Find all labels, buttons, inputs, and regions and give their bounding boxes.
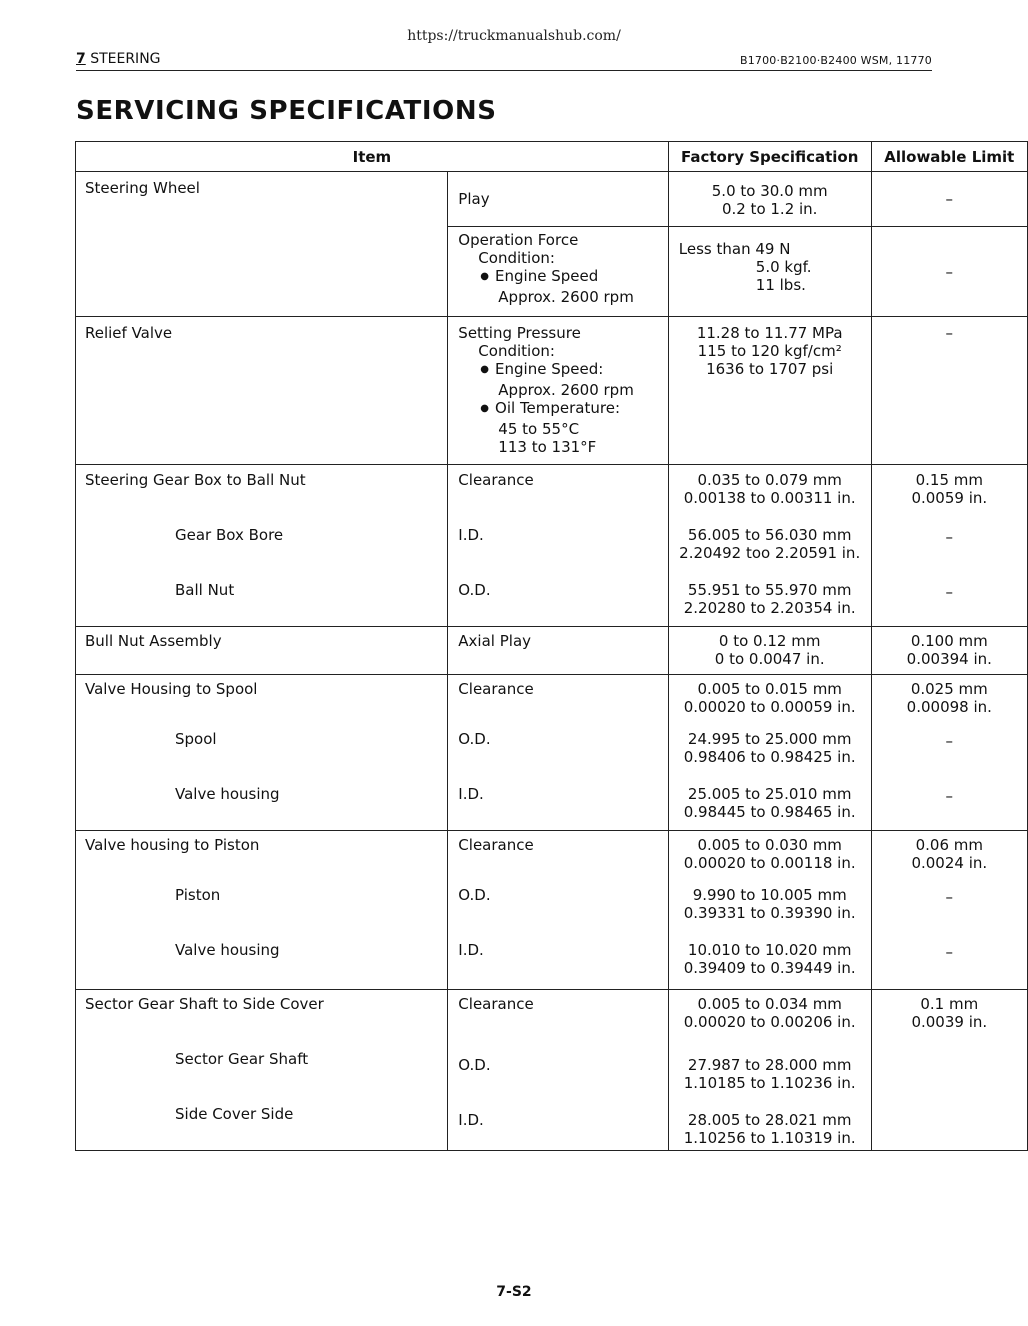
item-label: Steering Wheel <box>76 172 448 317</box>
table-row <box>76 941 1028 990</box>
param-line: 45 to 55°C <box>498 420 580 438</box>
spec-line: 0.98406 to 0.98425 in. <box>683 748 856 766</box>
spec-cell <box>668 941 871 990</box>
spec-line: 0.00020 to 0.00059 in. <box>683 698 856 716</box>
spec-cell <box>668 227 871 317</box>
param-bullet: ● Oil Temperature: <box>458 399 667 420</box>
param-bullet: ● Engine Speed <box>458 267 667 288</box>
spec-line: 0.39409 to 0.39449 in. <box>683 959 856 977</box>
spec-cell <box>668 317 871 465</box>
param-cell: O.D. <box>448 1050 668 1105</box>
param-line: Approx. 2600 rpm <box>498 288 634 306</box>
spec-cell <box>668 1050 871 1105</box>
spec-line: 0.00020 to 0.00118 in. <box>683 854 856 872</box>
param-cell: Clearance <box>448 831 668 887</box>
param-cell: O.D. <box>448 886 668 941</box>
spec-cell <box>668 465 871 527</box>
limit-cell: – <box>871 785 1027 831</box>
param-cell: I.D. <box>448 526 668 581</box>
limit-cell <box>871 1105 1027 1151</box>
table-row <box>76 627 1028 675</box>
limit-line: 0.00394 in. <box>906 650 992 668</box>
param-cell: I.D. <box>448 941 668 990</box>
header-rule <box>76 70 932 71</box>
limit-line: 0.15 mm <box>915 471 983 489</box>
spec-line: 0 to 0.0047 in. <box>714 650 825 668</box>
param-cell: O.D. <box>448 581 668 627</box>
col-header-factory: Factory Specification <box>668 142 871 172</box>
limit-cell: – <box>871 317 1027 465</box>
spec-line: 5.0 to 30.0 mm <box>711 182 828 200</box>
item-label: Bull Nut Assembly <box>76 627 448 675</box>
param-cell: Axial Play <box>448 627 668 675</box>
param-cell: O.D. <box>448 730 668 785</box>
spec-line: 115 to 120 kgf/cm² <box>697 342 842 360</box>
spec-line: 0.005 to 0.030 mm <box>697 836 842 854</box>
spec-cell <box>668 627 871 675</box>
spec-line: 25.005 to 25.010 mm <box>687 785 852 803</box>
table-row <box>76 990 1028 1051</box>
manual-reference: B1700·B2100·B2400 WSM, 11770 <box>739 54 932 67</box>
spec-line: 55.951 to 55.970 mm <box>687 581 852 599</box>
limit-cell: – <box>871 172 1027 227</box>
spec-line: 0.005 to 0.015 mm <box>697 680 842 698</box>
table-row <box>76 581 1028 627</box>
spec-cell <box>668 581 871 627</box>
item-label: Valve housing to Piston <box>76 831 448 887</box>
param-line: Condition: <box>478 342 555 360</box>
spec-cell <box>668 785 871 831</box>
param-cell: Clearance <box>448 990 668 1051</box>
limit-cell <box>871 1050 1027 1105</box>
limit-cell <box>871 831 1027 887</box>
limit-line: 0.025 mm <box>910 680 988 698</box>
header-row <box>76 142 1028 172</box>
param-cell: I.D. <box>448 785 668 831</box>
spec-cell <box>668 886 871 941</box>
param-cell: Play <box>448 172 668 227</box>
spec-line: 0.2 to 1.2 in. <box>721 200 818 218</box>
section-number: 7 <box>76 51 86 67</box>
spec-cell <box>668 675 871 731</box>
sub-item-label: Sector Gear Shaft <box>76 1050 448 1105</box>
spec-cell <box>668 730 871 785</box>
limit-cell <box>871 627 1027 675</box>
table-row <box>76 465 1028 527</box>
limit-line: 0.00098 in. <box>906 698 992 716</box>
spec-cell <box>668 526 871 581</box>
limit-cell <box>871 675 1027 731</box>
spec-line: 2.20492 too 2.20591 in. <box>679 544 861 562</box>
spec-line: 0.00138 to 0.00311 in. <box>683 489 856 507</box>
sub-item-label: Side Cover Side <box>76 1105 448 1151</box>
limit-cell: – <box>871 941 1027 990</box>
limit-line: 0.0024 in. <box>911 854 988 872</box>
param-cell: Clearance <box>448 465 668 527</box>
spec-line: 1636 to 1707 psi <box>706 360 834 378</box>
spec-line: 11 lbs. <box>755 276 806 294</box>
spec-line: 11.28 to 11.77 MPa <box>696 324 843 342</box>
sub-item-label: Ball Nut <box>76 581 448 627</box>
limit-line: 0.0039 in. <box>911 1013 988 1031</box>
param-line: Operation Force <box>458 231 579 249</box>
item-label: Valve Housing to Spool <box>76 675 448 731</box>
section-header <box>76 51 161 67</box>
item-label: Steering Gear Box to Ball Nut <box>76 465 448 527</box>
page-title: SERVICING SPECIFICATIONS <box>76 96 497 126</box>
param-line: Setting Pressure <box>458 324 581 342</box>
limit-cell: – <box>871 886 1027 941</box>
spec-line: 24.995 to 25.000 mm <box>687 730 852 748</box>
sub-item-label: Spool <box>76 730 448 785</box>
spec-line: 0.00020 to 0.00206 in. <box>683 1013 856 1031</box>
table-row <box>76 675 1028 731</box>
spec-cell <box>668 831 871 887</box>
source-url: https://truckmanualshub.com/ <box>407 28 621 44</box>
limit-cell: – <box>871 227 1027 317</box>
spec-line: 1.10256 to 1.10319 in. <box>683 1129 856 1147</box>
table-row <box>76 730 1028 785</box>
param-cell: I.D. <box>448 1105 668 1151</box>
spec-line: 10.010 to 10.020 mm <box>687 941 852 959</box>
spec-line: 0.39331 to 0.39390 in. <box>683 904 856 922</box>
sub-item-label: Valve housing <box>76 785 448 831</box>
spec-line: 1.10185 to 1.10236 in. <box>683 1074 856 1092</box>
col-header-item: Item <box>76 142 669 172</box>
spec-line: 56.005 to 56.030 mm <box>687 526 852 544</box>
spec-line: 0.035 to 0.079 mm <box>697 471 842 489</box>
limit-line: 0.100 mm <box>910 632 988 650</box>
spec-cell <box>668 990 871 1051</box>
spec-line: 2.20280 to 2.20354 in. <box>683 599 856 617</box>
spec-table <box>75 141 1028 1151</box>
section-name: STEERING <box>90 51 161 67</box>
param-line: 113 to 131°F <box>498 438 597 456</box>
page-number: 7-S2 <box>496 1284 532 1300</box>
spec-line: 27.987 to 28.000 mm <box>687 1056 852 1074</box>
spec-line: 5.0 kgf. <box>755 258 812 276</box>
spec-line: 0.005 to 0.034 mm <box>697 995 842 1013</box>
limit-cell <box>871 990 1027 1051</box>
limit-line: 0.1 mm <box>920 995 979 1013</box>
limit-cell: – <box>871 526 1027 581</box>
spec-cell <box>668 172 871 227</box>
spec-line: 9.990 to 10.005 mm <box>692 886 847 904</box>
sub-item-label: Gear Box Bore <box>76 526 448 581</box>
item-label: Relief Valve <box>76 317 448 465</box>
sub-item-label: Piston <box>76 886 448 941</box>
spec-line: 0 to 0.12 mm <box>718 632 821 650</box>
param-cell: Clearance <box>448 675 668 731</box>
col-header-limit: Allowable Limit <box>871 142 1027 172</box>
table-row <box>76 886 1028 941</box>
spec-line: Less than 49 N <box>678 240 791 258</box>
param-bullet: ● Engine Speed: <box>458 360 667 381</box>
sub-item-label: Valve housing <box>76 941 448 990</box>
param-cell <box>448 227 668 317</box>
limit-cell: – <box>871 730 1027 785</box>
limit-cell: – <box>871 581 1027 627</box>
param-line: Condition: <box>478 249 555 267</box>
table-row <box>76 785 1028 831</box>
table-row <box>76 1105 1028 1151</box>
spec-line: 0.98445 to 0.98465 in. <box>683 803 856 821</box>
limit-line: 0.06 mm <box>915 836 983 854</box>
item-label: Sector Gear Shaft to Side Cover <box>76 990 448 1051</box>
spec-cell <box>668 1105 871 1151</box>
limit-line: 0.0059 in. <box>911 489 988 507</box>
table-row <box>76 526 1028 581</box>
spec-line: 28.005 to 28.021 mm <box>687 1111 852 1129</box>
table-row <box>76 172 1028 227</box>
table-row <box>76 831 1028 887</box>
table-row <box>76 317 1028 465</box>
table-row <box>76 1050 1028 1105</box>
spec-table-wrapper <box>75 141 1028 1151</box>
param-line: Approx. 2600 rpm <box>498 381 634 399</box>
limit-cell <box>871 465 1027 527</box>
param-cell <box>448 317 668 465</box>
